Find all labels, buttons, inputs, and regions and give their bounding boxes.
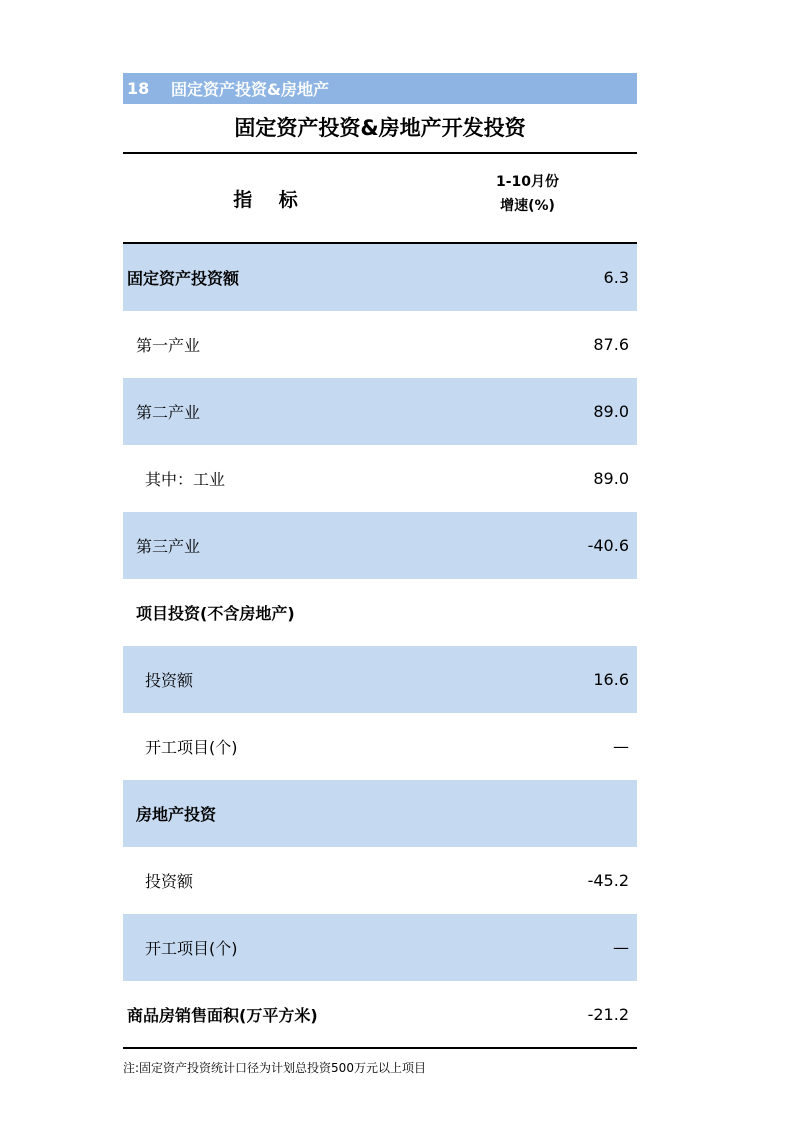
row-value: -45.2: [587, 871, 629, 890]
row-label: 投资额: [145, 671, 194, 690]
row-label: 商品房销售面积(万平方米): [127, 1006, 318, 1025]
table-row: [123, 713, 637, 780]
row-label: 投资额: [145, 872, 194, 891]
row-label: 项目投资(不含房地产): [136, 604, 295, 623]
row-value: -21.2: [587, 1005, 629, 1024]
row-value: 87.6: [593, 335, 629, 354]
indicator-column-header: 指 标: [233, 189, 308, 211]
row-label: 开工项目(个): [145, 939, 238, 958]
table-row: [123, 914, 637, 981]
row-label: 开工项目(个): [145, 738, 238, 757]
table-row: [123, 847, 637, 914]
row-value: -40.6: [587, 536, 629, 555]
bottom-rule: [123, 1047, 637, 1049]
table-row: [123, 244, 637, 311]
row-value: —: [613, 737, 629, 756]
row-label: 固定资产投资额: [127, 269, 240, 288]
table-row: [123, 981, 637, 1048]
table-title: 固定资产投资&房地产开发投资: [234, 116, 526, 140]
section-title: 固定资产投资&房地产: [171, 80, 329, 99]
unit-label: 增速(%): [500, 198, 555, 214]
row-value: 89.0: [593, 469, 629, 488]
section-header-band: [123, 73, 637, 104]
row-value: —: [613, 938, 629, 957]
table-row: [123, 512, 637, 579]
table-row: [123, 646, 637, 713]
table-row: [123, 780, 637, 847]
row-label: 其中：工业: [145, 470, 226, 489]
section-number: 18: [127, 79, 150, 98]
period-label: 1-10月份: [495, 174, 560, 190]
row-value: 89.0: [593, 402, 629, 421]
footnote: 注:固定资产投资统计口径为计划总投资500万元以上项目: [123, 1061, 426, 1075]
row-value: 16.6: [593, 670, 629, 689]
row-label: 第一产业: [136, 336, 201, 355]
table-row: [123, 445, 637, 512]
data-table: [123, 244, 637, 1048]
row-value: 6.3: [603, 268, 629, 287]
row-label: 第三产业: [136, 537, 201, 556]
table-row: [123, 311, 637, 378]
period-column-header: [418, 170, 637, 218]
row-label: 第二产业: [136, 403, 201, 422]
row-label: 房地产投资: [136, 805, 217, 824]
top-rule: [123, 152, 637, 154]
table-row: [123, 579, 637, 646]
table-row: [123, 378, 637, 445]
